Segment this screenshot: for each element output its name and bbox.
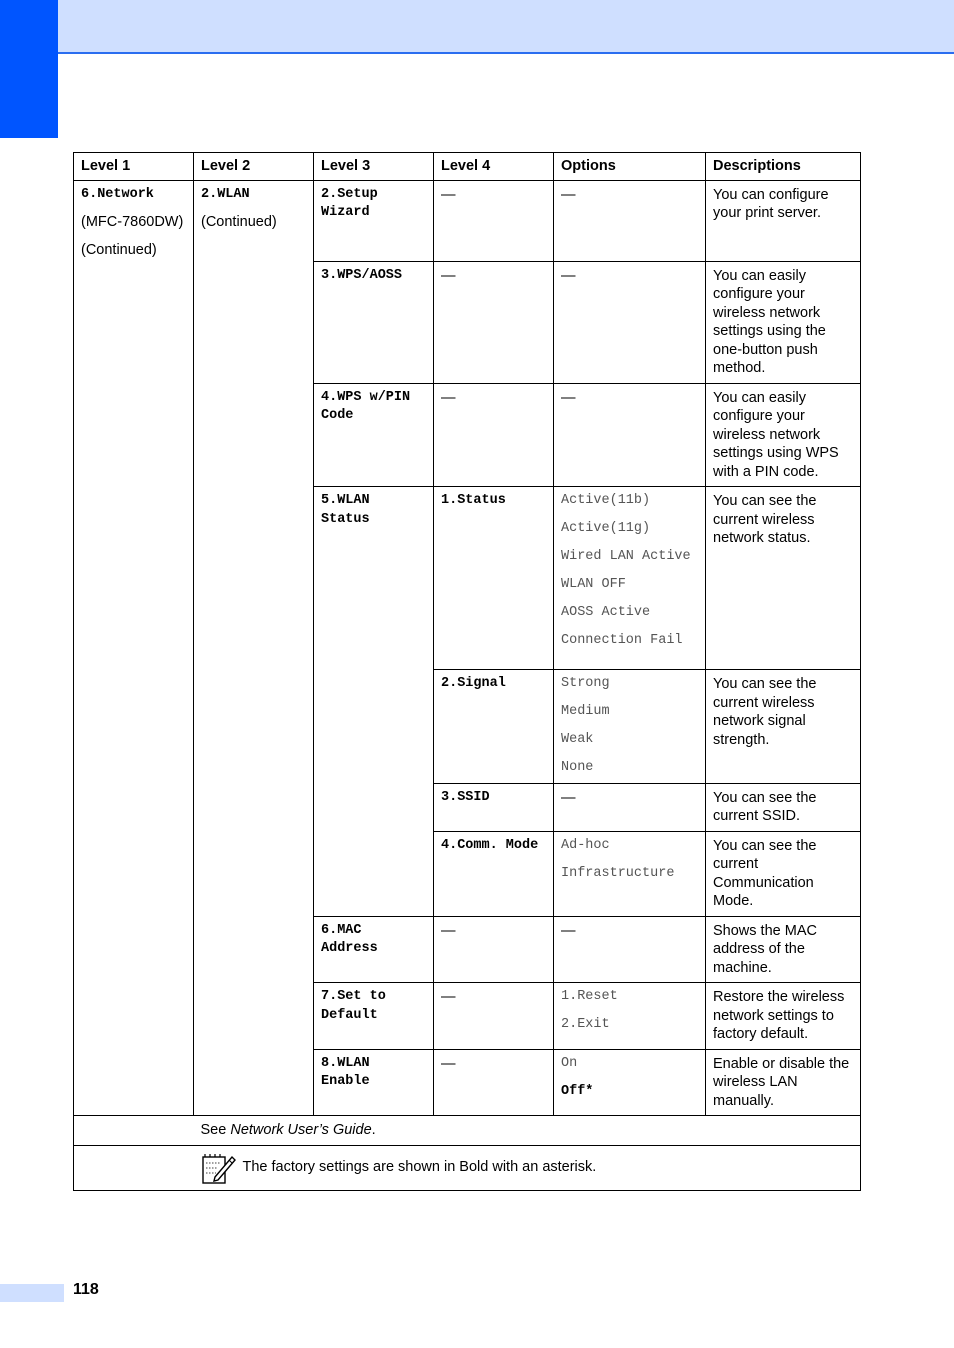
level3-label: 6.MAC bbox=[321, 922, 362, 938]
level1-code: 6.Network bbox=[81, 186, 154, 202]
option-item: Weak bbox=[561, 732, 594, 747]
level3-cell bbox=[314, 261, 434, 383]
description-cell: Restore the wireless network settings to factory default. bbox=[706, 983, 861, 1050]
dash: — bbox=[441, 922, 456, 939]
level4-label: 1.Status bbox=[441, 493, 506, 508]
dash: — bbox=[561, 789, 576, 806]
level2-cell bbox=[194, 180, 314, 1116]
options-cell bbox=[554, 670, 706, 784]
description-cell: You can easily configure your wireless network settings using the one-button push method. bbox=[706, 261, 861, 383]
options-cell bbox=[554, 983, 706, 1050]
option-item: On bbox=[561, 1055, 578, 1071]
chapter-tab bbox=[0, 0, 58, 138]
option-item: Wired LAN Active bbox=[561, 549, 691, 564]
description-cell: You can see the current wireless network status. bbox=[706, 487, 861, 670]
option-item-default: Off* bbox=[561, 1083, 594, 1099]
description-cell: You can see the current SSID. bbox=[706, 783, 861, 831]
see-suffix: . bbox=[371, 1122, 376, 1138]
dash: — bbox=[561, 389, 576, 406]
dash: — bbox=[441, 389, 456, 406]
guide-title: Network User’s Guide bbox=[230, 1122, 372, 1138]
dash: — bbox=[561, 267, 576, 284]
header-band bbox=[58, 0, 954, 54]
option-item: 2.Exit bbox=[561, 1017, 610, 1032]
dash: — bbox=[561, 922, 576, 939]
level4-cell bbox=[434, 261, 554, 383]
description-cell: You can see the current Communication Mode. bbox=[706, 831, 861, 916]
level3-label-cont: Wizard bbox=[321, 205, 370, 220]
page-number-band bbox=[0, 1284, 64, 1302]
option-item: Infrastructure bbox=[561, 865, 675, 881]
level4-cell bbox=[434, 783, 554, 831]
level3-label-cont: Default bbox=[321, 1007, 378, 1023]
level4-cell bbox=[434, 383, 554, 487]
level3-label: 5.WLAN bbox=[321, 493, 370, 508]
options-cell bbox=[554, 261, 706, 383]
col-header-level3: Level 3 bbox=[314, 153, 434, 181]
level3-label: 2.Setup bbox=[321, 186, 378, 202]
option-item: Connection Fail bbox=[561, 633, 683, 648]
description-cell: You can see the current wireless network signal strength. bbox=[706, 670, 861, 784]
options-cell bbox=[554, 1049, 706, 1116]
options-cell bbox=[554, 383, 706, 487]
see-prefix: See bbox=[200, 1122, 231, 1138]
level3-label-cont: Status bbox=[321, 511, 370, 527]
col-header-level4: Level 4 bbox=[434, 153, 554, 181]
dash: — bbox=[441, 989, 456, 1005]
level3-cell bbox=[314, 916, 434, 983]
level3-label: 4.WPS w/PIN bbox=[321, 389, 411, 405]
options-cell bbox=[554, 783, 706, 831]
menu-table bbox=[73, 152, 861, 1191]
level2-code: 2.WLAN bbox=[201, 186, 250, 202]
level4-cell bbox=[434, 1049, 554, 1116]
level4-label: 3.SSID bbox=[441, 789, 490, 805]
note-row bbox=[74, 1145, 861, 1190]
col-header-options: Options bbox=[554, 153, 706, 181]
footnote-row bbox=[74, 1116, 861, 1146]
level3-cell bbox=[314, 487, 434, 917]
level4-label: 2.Signal bbox=[441, 676, 506, 691]
options-cell bbox=[554, 831, 706, 916]
dash: — bbox=[441, 1055, 456, 1072]
page-number: 118 bbox=[73, 1281, 99, 1298]
factory-note-cell bbox=[194, 1145, 861, 1190]
level4-cell bbox=[434, 487, 554, 670]
level3-label-cont: Code bbox=[321, 408, 354, 423]
level2-continued: (Continued) bbox=[201, 214, 277, 230]
level4-cell bbox=[434, 670, 554, 784]
option-item: AOSS Active bbox=[561, 605, 651, 620]
factory-note-text: The factory settings are shown in Bold with an asterisk. bbox=[242, 1159, 597, 1176]
level3-cell bbox=[314, 983, 434, 1050]
option-item: Ad-hoc bbox=[561, 837, 610, 853]
level3-label-cont: Enable bbox=[321, 1074, 370, 1089]
level3-cell bbox=[314, 1049, 434, 1116]
level4-label: 4.Comm. Mode bbox=[441, 837, 539, 853]
level3-label-cont: Address bbox=[321, 941, 378, 956]
level4-cell bbox=[434, 916, 554, 983]
dash: — bbox=[441, 267, 456, 284]
level4-cell bbox=[434, 831, 554, 916]
option-item: None bbox=[561, 760, 594, 775]
note-pencil-icon bbox=[201, 1151, 237, 1185]
option-item: Active(11b) bbox=[561, 493, 651, 508]
option-item: Strong bbox=[561, 676, 610, 691]
col-header-level2: Level 2 bbox=[194, 153, 314, 181]
level4-cell bbox=[434, 983, 554, 1050]
options-cell bbox=[554, 916, 706, 983]
level3-label: 3.WPS/AOSS bbox=[321, 267, 403, 283]
option-item: WLAN OFF bbox=[561, 577, 626, 592]
description-cell: You can easily configure your wireless network settings using WPS with a PIN code. bbox=[706, 383, 861, 487]
level3-cell bbox=[314, 383, 434, 487]
level1-model: (MFC-7860DW) bbox=[81, 214, 184, 230]
level1-continued: (Continued) bbox=[81, 241, 157, 258]
description-cell: Enable or disable the wireless LAN manually. bbox=[706, 1049, 861, 1116]
option-item: 1.Reset bbox=[561, 989, 618, 1004]
description-cell: You can configure your print server. bbox=[706, 180, 861, 261]
level1-cell bbox=[74, 180, 194, 1116]
options-cell bbox=[554, 487, 706, 670]
dash: — bbox=[561, 186, 576, 203]
option-item: Medium bbox=[561, 704, 610, 719]
level3-label: 7.Set to bbox=[321, 989, 386, 1004]
col-header-descriptions: Descriptions bbox=[706, 153, 861, 181]
level3-cell bbox=[314, 180, 434, 261]
col-header-level1: Level 1 bbox=[74, 153, 194, 181]
options-cell bbox=[554, 180, 706, 261]
dash: — bbox=[441, 186, 456, 203]
level3-label: 8.WLAN bbox=[321, 1055, 370, 1071]
table-header-row bbox=[74, 153, 861, 181]
see-guide-note bbox=[194, 1116, 861, 1146]
table-row bbox=[74, 180, 861, 261]
option-item: Active(11g) bbox=[561, 521, 651, 536]
description-cell: Shows the MAC address of the machine. bbox=[706, 916, 861, 983]
level4-cell bbox=[434, 180, 554, 261]
